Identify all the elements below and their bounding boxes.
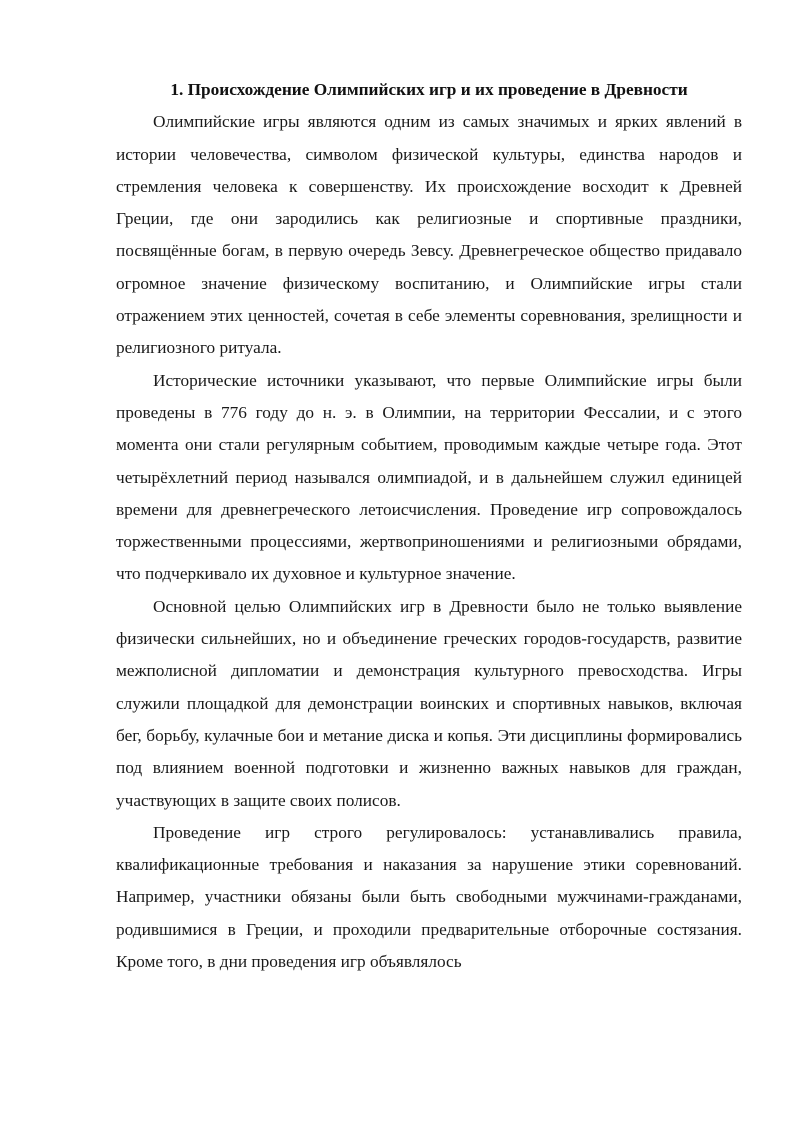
paragraph-3: Основной целью Олимпийских игр в Древности было не только выявление физически сильнейших, но и объединение греческих городов-государств, развитие межполисной дипломатии и демонстрация культурного превосходства. Игры служили площадкой для демонстрации воинских и спортивных навыков, включая бег, борьбу, кулачные бои и метание диска и копья. Эти дисциплины формировались под влиянием военной подготовки и жизненно важных навыков для граждан, участвующих в защите своих полисов.: [116, 596, 742, 810]
paragraph-1: Олимпийские игры являются одним из самых значимых и ярких явлений в истории человечества, символом физической культуры, единства народов и стремления человека к совершенству. Их происхождение восходит к Древней Греции, где они зародились как религиозные и спортивные праздники, посвящённые богам, в первую очередь Зевсу. Древнегреческое общество придавало огромное значение физическому воспитанию, и Олимпийские игры стали отражением этих ценностей, сочетая в себе элементы соревнования, зрелищности и религиозного ритуала.: [116, 112, 742, 358]
paragraph-4: Проведение игр строго регулировалось: устанавливались правила, квалификационные требования и наказания за нарушение этики соревнований. Например, участники обязаны были быть свободными мужчинами-гражданами, родившимися в Греции, и проходили предварительные отборочные состязания. Кроме того, в дни проведения игр объявлялось: [116, 822, 742, 972]
section-heading: 1. Происхождение Олимпийских игр и их проведение в Древности: [170, 80, 688, 99]
document-body: [116, 74, 742, 978]
paragraph-2: Исторические источники указывают, что первые Олимпийские игры были проведены в 776 году до н. э. в Олимпии, на территории Фессалии, и с этого момента они стали регулярным событием, проводимым каждые четыре года. Этот четырёхлетний период назывался олимпиадой, и в дальнейшем служил единицей времени для древнегреческого летоисчисления. Проведение игр сопровождалось торжественными процессиями, жертвоприношениями и религиозными обрядами, что подчеркивало их духовное и культурное значение.: [116, 370, 742, 584]
